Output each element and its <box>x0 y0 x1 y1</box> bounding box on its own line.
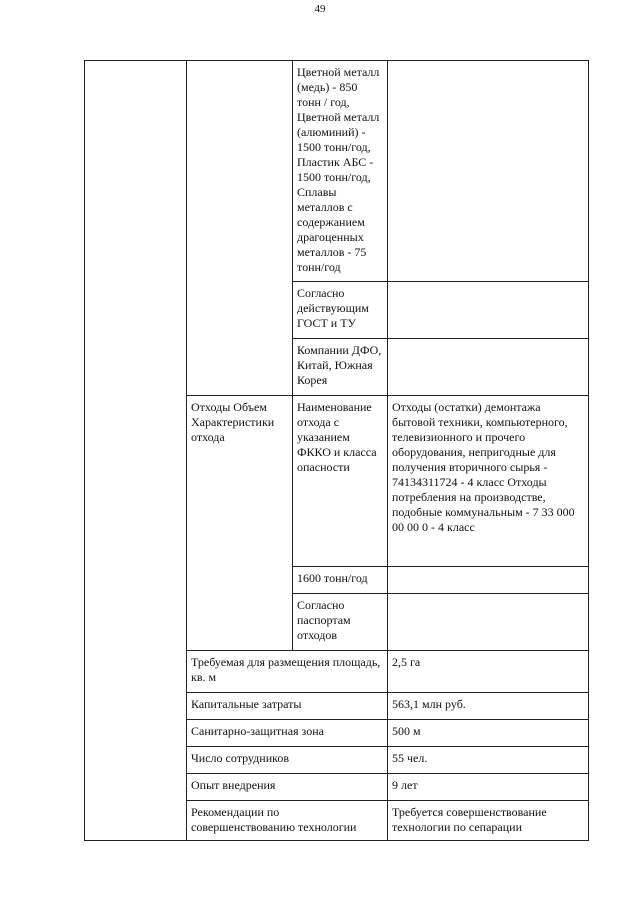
table-row-materials <box>85 61 589 282</box>
area-value-cell: 2,5 га <box>388 651 589 693</box>
waste-volume-spec-cell: 1600 тонн/год <box>293 567 388 594</box>
sanitary-zone-value-cell: 500 м <box>388 720 589 747</box>
recommendations-value-cell: Требуется совершенствование технологии по сепарации <box>388 801 589 841</box>
recommendations-label-cell: Рекомендации по совершенствованию технологии <box>187 801 388 841</box>
staff-value-cell: 55 чел. <box>388 747 589 774</box>
area-label-cell: Требуемая для размещения площадь, кв. м <box>187 651 388 693</box>
product-group-cell <box>187 61 293 396</box>
first-column-cell <box>85 61 187 841</box>
waste-characteristics-spec-cell: Согласно паспортам отходов <box>293 594 388 651</box>
waste-characteristics-value-cell <box>388 594 589 651</box>
materials-spec-cell: Цветной металл (медь) - 850 тонн / год, Цветной металл (алюминий) - 1500 тонн/год, Пластик АБС - 1500 тонн/год, Сплавы металлов с содержанием драгоценных металлов - 75 тонн/год <box>293 61 388 282</box>
waste-group-cell: Отходы Объем Характеристики отхода <box>187 396 293 651</box>
standards-spec-cell: Согласно действующим ГОСТ и ТУ <box>293 282 388 339</box>
waste-volume-value-cell <box>388 567 589 594</box>
sanitary-zone-label-cell: Санитарно-защитная зона <box>187 720 388 747</box>
technology-table <box>84 60 589 841</box>
buyers-value-cell <box>388 339 589 396</box>
capex-value-cell: 563,1 млн руб. <box>388 693 589 720</box>
buyers-spec-cell: Компании ДФО, Китай, Южная Корея <box>293 339 388 396</box>
experience-label-cell: Опыт внедрения <box>187 774 388 801</box>
staff-label-cell: Число сотрудников <box>187 747 388 774</box>
materials-value-cell <box>388 61 589 282</box>
capex-label-cell: Капитальные затраты <box>187 693 388 720</box>
experience-value-cell: 9 лет <box>388 774 589 801</box>
waste-name-value-cell: Отходы (остатки) демонтажа бытовой техники, компьютерного, телевизионного и прочего оборудования, непригодные для получения вторичного сырья - 74134311724 - 4 класс Отходы потребления на производстве, подобные коммунальным - 7 33 000 00 00 0 - 4 класс <box>388 396 589 567</box>
waste-name-spec-cell: Наименование отхода с указанием ФККО и класса опасности <box>293 396 388 567</box>
standards-value-cell <box>388 282 589 339</box>
page-number: 49 <box>314 3 326 15</box>
